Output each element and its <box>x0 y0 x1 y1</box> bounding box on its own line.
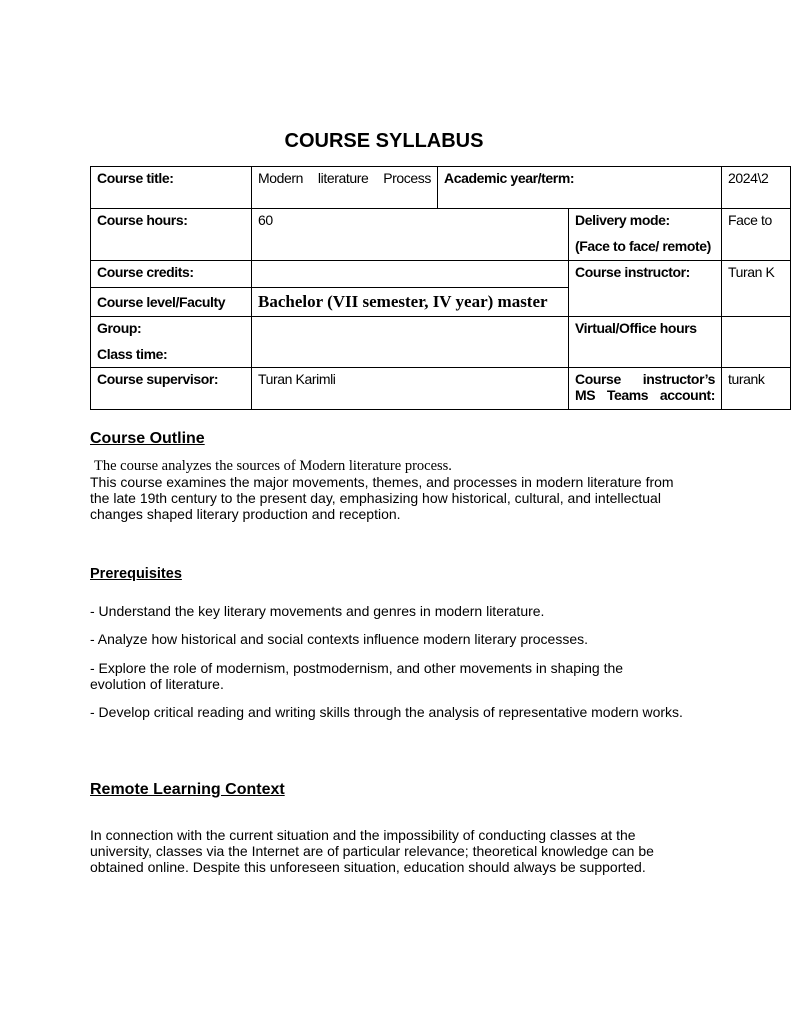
row-supervisor <box>91 368 791 410</box>
outline-line-1: The course analyzes the sources of Modern literature process. <box>94 458 452 474</box>
course-level-text: Bachelor (VII semester, IV year) master <box>258 292 548 311</box>
row-course-title <box>91 167 791 209</box>
course-title-label: Course title: <box>91 167 252 209</box>
row-group <box>91 317 791 368</box>
row-course-credits <box>91 261 791 288</box>
supervisor-value: Turan Karimli <box>252 368 569 410</box>
group-cell <box>91 317 252 368</box>
delivery-mode-sub: (Face to face/ remote) <box>575 238 711 254</box>
prerequisite-item: - Understand the key literary movements and genres in modern literature. <box>90 603 545 619</box>
course-instructor-label: Course instructor: <box>569 261 722 317</box>
virtual-office-value <box>722 317 791 368</box>
course-outline-text <box>90 458 680 522</box>
remote-learning-heading: Remote Learning Context <box>90 781 285 798</box>
course-level-value <box>252 288 569 317</box>
delivery-mode-value: Face to <box>722 209 791 261</box>
prerequisites-heading: Prerequisites <box>90 566 182 582</box>
course-title-value: Modern literature Process <box>252 167 438 209</box>
ms-teams-value: turank <box>722 368 791 410</box>
group-value <box>252 317 569 368</box>
prerequisite-item: - Develop critical reading and writing skills through the analysis of representative modern works. <box>90 704 683 720</box>
academic-year-value: 2024\2 <box>722 167 791 209</box>
course-level-label: Course level/Faculty <box>91 288 252 317</box>
prerequisite-item: - Explore the role of modernism, postmodernism, and other movements in shaping the evolution of literature. <box>90 660 624 692</box>
page-title: COURSE SYLLABUS <box>284 130 484 152</box>
course-credits-value <box>252 261 569 288</box>
course-outline-heading: Course Outline <box>90 430 205 447</box>
course-info-table <box>90 166 791 410</box>
outline-line-2: This course examines the major movements, themes, and processes in modern literature from the late 19th century to the present day, emphasizing how historical, cultural, and intellectual changes shaped literary production and reception. <box>90 474 674 522</box>
course-credits-label: Course credits: <box>91 261 252 288</box>
group-label: Group: <box>97 320 142 336</box>
delivery-mode-cell <box>569 209 722 261</box>
prerequisite-item: - Analyze how historical and social contexts influence modern literary processes. <box>90 631 589 647</box>
class-time-label: Class time: <box>97 346 168 362</box>
course-hours-value: 60 <box>252 209 569 261</box>
row-course-hours <box>91 209 791 261</box>
virtual-office-label: Virtual/Office hours <box>569 317 722 368</box>
course-hours-label: Course hours: <box>91 209 252 261</box>
delivery-mode-label: Delivery mode: <box>575 212 670 228</box>
academic-year-label: Academic year/term: <box>438 167 722 209</box>
course-instructor-value: Turan K <box>722 261 791 317</box>
remote-learning-text: In connection with the current situation and the impossibility of conducting classes at the university, classes via the Internet are of particular relevance; theoretical knowledge can be obtained online. Despite this unforeseen situation, education should always be supported. <box>90 827 654 875</box>
supervisor-label: Course supervisor: <box>91 368 252 410</box>
ms-teams-label: Course instructor’s MS Teams account: <box>569 368 722 410</box>
